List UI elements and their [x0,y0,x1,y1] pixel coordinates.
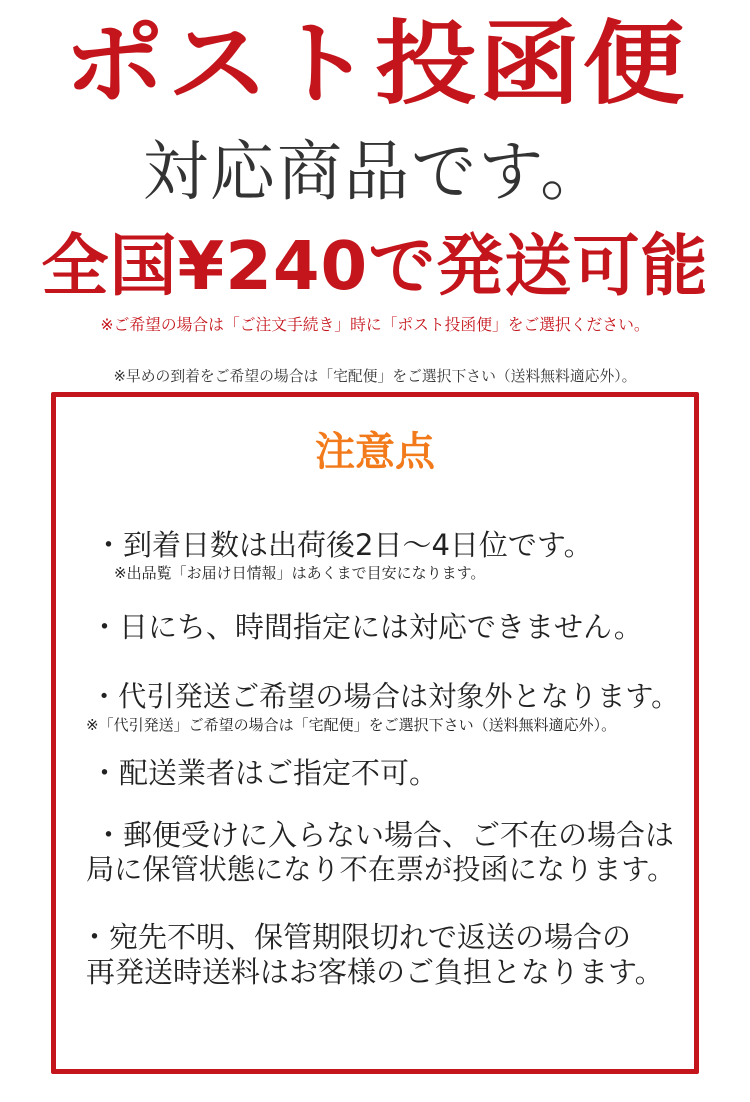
notice-item-return-line1: ・宛先不明、保管期限切れで返送の場合の [80,920,632,954]
notice-item-no-carrier-choice: ・配送業者はご指定不可。 [90,756,439,790]
notice-item-delivery-days: ・到着日数は出荷後2日〜4日位です。 [94,528,593,562]
notice-item-mailbox-line2: 局に保管状態になり不在票が投函になります。 [86,853,676,886]
notice-heading: 注意点 [315,429,435,475]
page-subtitle: 対応商品です。 [142,135,608,210]
notice-item-mailbox-line1: ・郵便受けに入らない場合、ご不在の場合は [94,818,675,852]
express-delivery-note: ※早めの到着をご希望の場合は「宅配便」をご選択下さい（送料無料適応外）。 [113,368,637,385]
notice-item-cod-excluded-sub: ※「代引発送」ご希望の場合は「宅配便」をご選択下さい（送料無料適応外）。 [86,716,617,734]
notice-item-cod-excluded: ・代引発送ご希望の場合は対象外となります。 [90,680,680,713]
page-title: ポスト投函便 [63,12,687,117]
notice-item-no-time-slot: ・日にち、時間指定には対応できません。 [90,610,643,644]
shipping-price-headline: 全国¥240で発送可能 [41,227,709,305]
notice-box [51,392,699,1074]
notice-item-delivery-days-sub: ※出品覧「お届け日情報」はあくまで目安になります。 [114,564,486,582]
shipping-instruction-note: ※ご希望の場合は「ご注文手続き」時に「ポスト投函便」をご選択ください。 [100,315,650,334]
notice-item-return-line2: 再発送時送料はお客様のご負担となります。 [86,955,664,989]
